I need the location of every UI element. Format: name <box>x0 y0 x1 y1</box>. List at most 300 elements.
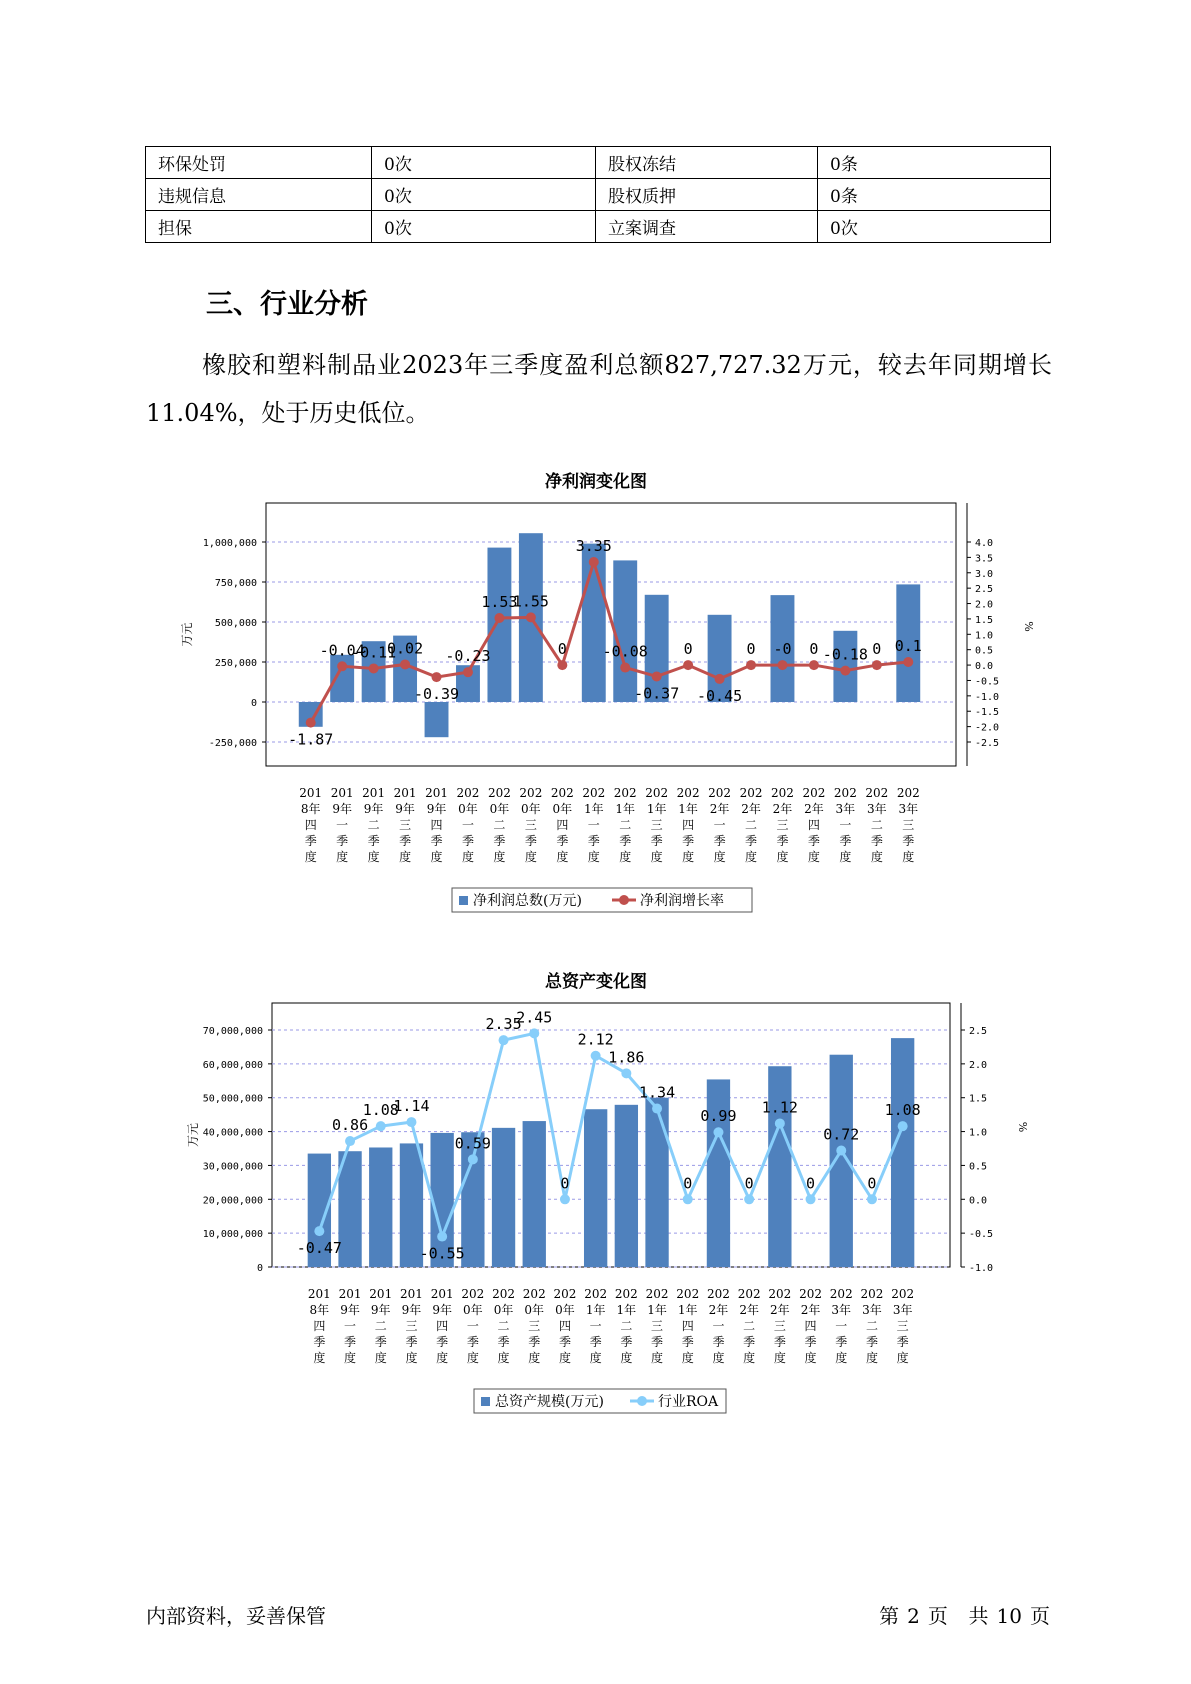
x-tick-label: 1年 <box>647 1303 667 1317</box>
y-tick-label: 250,000 <box>214 658 257 669</box>
x-tick-label: 度 <box>399 850 412 864</box>
table-row <box>146 211 1051 243</box>
x-tick-label: 度 <box>556 850 569 864</box>
line-point <box>337 661 347 671</box>
x-tick-label: 9年 <box>426 802 447 816</box>
x-tick-label: 202 <box>584 1287 608 1301</box>
data-label: 1.08 <box>362 1101 399 1120</box>
x-tick-label: 9年 <box>370 1303 391 1317</box>
data-label: -0.11 <box>351 643 397 662</box>
x-tick-label: 季 <box>497 1335 510 1349</box>
x-tick-label: 202 <box>613 786 637 800</box>
y2-tick-label: 1.0 <box>975 630 994 642</box>
legend-bar-swatch <box>481 1397 490 1406</box>
line-point <box>867 1194 877 1204</box>
data-label: 1.12 <box>761 1098 798 1117</box>
x-tick-label: 季 <box>804 1335 817 1349</box>
data-label: 3.35 <box>575 537 612 555</box>
x-tick-label: 季 <box>558 1335 571 1349</box>
line-point <box>683 1194 693 1204</box>
line-point <box>840 666 850 676</box>
data-label: 0 <box>557 640 567 659</box>
line-point <box>872 660 882 670</box>
x-tick-label: 202 <box>860 1287 884 1301</box>
x-tick-label: 1年 <box>677 1303 698 1317</box>
x-tick-label: 季 <box>344 1335 357 1349</box>
x-tick-label: 四 <box>804 1319 817 1333</box>
x-tick-label: 202 <box>768 1287 792 1301</box>
net-profit-chart-svg <box>0 455 1191 915</box>
x-tick-label: 季 <box>313 1335 326 1349</box>
data-label: 1.53 <box>481 593 518 611</box>
x-tick-label: 季 <box>896 1335 909 1349</box>
x-tick-label: 季 <box>304 834 317 848</box>
y2-tick-label: -1.5 <box>975 707 1000 719</box>
x-tick-label: 一 <box>344 1319 357 1333</box>
data-label: 0 <box>867 1174 877 1193</box>
line-point <box>898 1121 908 1131</box>
x-tick-label: 一 <box>587 818 600 832</box>
x-tick-label: 二 <box>620 1319 633 1333</box>
y2-tick-label: 1.0 <box>969 1127 988 1139</box>
x-tick-label: 季 <box>807 834 820 848</box>
data-label: 0.02 <box>387 639 424 658</box>
data-label: 2.12 <box>577 1030 614 1049</box>
x-tick-label: 季 <box>712 1335 725 1349</box>
x-tick-label: 一 <box>835 1319 848 1333</box>
line-point <box>400 659 410 669</box>
y-tick-label: 0 <box>250 698 257 709</box>
x-tick-label: 一 <box>839 818 852 832</box>
x-tick-label: 度 <box>745 850 758 864</box>
x-tick-label: 3年 <box>835 802 856 816</box>
table-cell: 立案调查 <box>596 211 818 243</box>
x-tick-label: 三 <box>524 818 537 832</box>
x-tick-label: 四 <box>430 818 443 832</box>
x-tick-label: 季 <box>743 1335 756 1349</box>
x-tick-label: 度 <box>374 1351 387 1365</box>
x-tick-label: 201 <box>430 1287 454 1301</box>
table-cell: 股权质押 <box>596 179 818 211</box>
y-axis-title: 万元 <box>180 622 194 647</box>
x-tick-label: 1年 <box>583 802 604 816</box>
x-tick-label: 季 <box>466 1335 479 1349</box>
data-label: 0.99 <box>700 1107 737 1126</box>
x-tick-label: 四 <box>556 818 569 832</box>
line-point <box>683 660 693 670</box>
data-label: -0.45 <box>696 686 743 705</box>
x-tick-label: 202 <box>708 786 732 800</box>
y2-tick-label: 0.5 <box>975 645 994 657</box>
x-tick-label: 9年 <box>363 802 384 816</box>
x-tick-label: 202 <box>706 1287 730 1301</box>
data-label: 1.08 <box>884 1101 921 1120</box>
data-label: 0 <box>809 640 819 659</box>
x-tick-label: 度 <box>619 850 632 864</box>
line-point <box>306 718 316 728</box>
x-tick-label: 季 <box>461 834 474 848</box>
x-tick-label: 202 <box>891 1287 915 1301</box>
x-tick-label: 度 <box>430 850 443 864</box>
x-tick-label: 季 <box>870 834 883 848</box>
data-label: 0 <box>560 1174 570 1193</box>
x-tick-label: 9年 <box>401 1303 422 1317</box>
y2-axis-title: % <box>1016 1121 1029 1133</box>
x-tick-label: 四 <box>681 1319 694 1333</box>
risk-info-table <box>145 146 1051 243</box>
x-tick-label: 度 <box>304 850 317 864</box>
x-tick-label: 一 <box>712 1319 725 1333</box>
total-prefix: 共 <box>968 1604 989 1628</box>
data-label: -0.18 <box>822 645 868 664</box>
line-point <box>713 1127 723 1137</box>
x-tick-label: 202 <box>645 1287 669 1301</box>
x-tick-label: 度 <box>870 850 883 864</box>
bar <box>492 1128 515 1267</box>
data-label: 0.1 <box>894 637 922 655</box>
y2-tick-label: 2.0 <box>969 1059 988 1071</box>
page-number: 2 <box>907 1604 920 1628</box>
data-label: -0.55 <box>419 1244 465 1263</box>
x-tick-label: 202 <box>645 786 669 800</box>
table-cell: 0次 <box>372 179 596 211</box>
x-tick-label: 度 <box>839 850 852 864</box>
y2-tick-label: -0.5 <box>975 676 1000 688</box>
x-tick-label: 季 <box>374 1335 387 1349</box>
x-tick-label: 0年 <box>458 802 478 816</box>
x-tick-label: 二 <box>374 1319 387 1333</box>
x-tick-label: 二 <box>870 818 883 832</box>
line-point <box>806 1194 816 1204</box>
line-point <box>652 1104 662 1114</box>
x-tick-label: 四 <box>304 818 317 832</box>
x-tick-label: 季 <box>587 834 600 848</box>
data-label: -0.39 <box>413 685 460 704</box>
x-tick-label: 度 <box>313 1351 326 1365</box>
x-tick-label: 度 <box>558 1351 571 1365</box>
x-tick-label: 季 <box>399 834 412 848</box>
total-assets-chart <box>0 955 1191 1415</box>
y2-tick-label: 2.5 <box>969 1026 988 1037</box>
table-cell: 环保处罚 <box>146 147 372 179</box>
line-point <box>591 1051 601 1061</box>
x-tick-label: 0年 <box>463 1303 483 1317</box>
x-tick-label: 202 <box>739 786 763 800</box>
x-tick-label: 季 <box>865 1335 878 1349</box>
x-tick-label: 202 <box>802 786 826 800</box>
bar <box>891 1038 914 1267</box>
line-point <box>432 672 442 682</box>
x-tick-label: 季 <box>682 834 695 848</box>
y-tick-label: 60,000,000 <box>202 1059 263 1071</box>
bar <box>584 1109 607 1267</box>
x-tick-label: 1年 <box>646 802 667 816</box>
x-tick-label: 度 <box>336 850 349 864</box>
data-label: 1.14 <box>393 1097 430 1116</box>
x-tick-label: 三 <box>776 818 789 832</box>
x-tick-label: 度 <box>650 850 663 864</box>
x-tick-label: 0年 <box>552 802 573 816</box>
y-tick-label: 500,000 <box>214 618 257 629</box>
x-tick-label: 季 <box>773 1335 786 1349</box>
x-tick-label: 3年 <box>831 1303 852 1317</box>
x-tick-label: 度 <box>497 1351 510 1365</box>
x-tick-label: 度 <box>743 1351 756 1365</box>
x-tick-label: 季 <box>405 1335 418 1349</box>
x-tick-label: 度 <box>835 1351 848 1365</box>
x-tick-label: 二 <box>743 1319 756 1333</box>
x-tick-label: 度 <box>589 1351 602 1365</box>
x-tick-label: 度 <box>436 1351 449 1365</box>
y2-tick-label: -2.5 <box>975 738 1000 749</box>
x-tick-label: 季 <box>713 834 726 848</box>
table-cell: 违规信息 <box>146 179 372 211</box>
y2-tick-label: 1.5 <box>969 1093 988 1105</box>
x-tick-label: 度 <box>524 850 537 864</box>
bar <box>369 1147 392 1267</box>
x-tick-label: 度 <box>713 850 726 864</box>
x-tick-label: 四 <box>558 1319 571 1333</box>
footer-confidential-note: 内部资料，妥善保管 <box>146 1604 326 1628</box>
y-tick-label: 70,000,000 <box>202 1026 263 1037</box>
table-row <box>146 147 1051 179</box>
x-tick-label: 202 <box>456 786 480 800</box>
x-tick-label: 三 <box>650 818 663 832</box>
y2-tick-label: 0.5 <box>969 1161 988 1173</box>
x-tick-label: 202 <box>896 786 920 800</box>
y2-tick-label: -1.0 <box>975 691 1000 703</box>
bar <box>523 1121 546 1267</box>
x-tick-label: 202 <box>865 786 889 800</box>
x-tick-label: 2年 <box>739 1303 759 1317</box>
x-tick-label: 度 <box>466 1351 479 1365</box>
y-tick-label: 10,000,000 <box>202 1229 263 1241</box>
line-point <box>526 612 536 622</box>
line-point <box>529 1028 539 1038</box>
data-label: -0.04 <box>319 641 365 660</box>
y-tick-label: 50,000,000 <box>202 1093 263 1105</box>
x-tick-label: 度 <box>587 850 600 864</box>
data-label: 0.86 <box>331 1116 369 1135</box>
x-tick-label: 202 <box>676 1287 700 1301</box>
x-tick-label: 季 <box>493 834 506 848</box>
x-tick-label: 二 <box>745 818 758 832</box>
bar <box>425 702 449 737</box>
x-tick-label: 度 <box>776 850 789 864</box>
x-tick-label: 度 <box>493 850 506 864</box>
y2-tick-label: 4.0 <box>975 538 994 549</box>
line-point <box>621 1068 631 1078</box>
x-tick-label: 二 <box>865 1319 878 1333</box>
x-tick-label: 二 <box>493 818 506 832</box>
x-tick-label: 201 <box>362 786 386 800</box>
x-tick-label: 季 <box>776 834 789 848</box>
legend-line-label: 行业ROA <box>658 1394 719 1410</box>
y2-tick-label: 2.5 <box>975 584 994 596</box>
data-label: 0 <box>746 640 756 659</box>
data-label: -0.37 <box>634 684 680 703</box>
data-label: -0.23 <box>445 647 491 666</box>
data-label: 1.34 <box>638 1083 676 1102</box>
x-tick-label: 202 <box>553 1287 577 1301</box>
x-tick-label: 2年 <box>804 802 824 816</box>
x-tick-label: 四 <box>682 818 695 832</box>
x-tick-label: 2年 <box>709 802 730 816</box>
x-tick-label: 度 <box>367 850 380 864</box>
x-tick-label: 度 <box>528 1351 541 1365</box>
bar <box>613 560 637 702</box>
table-cell: 股权冻结 <box>596 147 818 179</box>
x-tick-label: 季 <box>556 834 569 848</box>
x-tick-label: 度 <box>773 1351 786 1365</box>
line-point <box>499 1035 509 1045</box>
line-point <box>369 663 379 673</box>
x-tick-label: 1年 <box>615 802 636 816</box>
x-tick-label: 3年 <box>862 1303 882 1317</box>
table-cell: 0次 <box>372 147 596 179</box>
line-point <box>376 1121 386 1131</box>
x-tick-label: 一 <box>336 818 349 832</box>
line-point <box>557 660 567 670</box>
y-axis-title: 万元 <box>186 1122 200 1148</box>
x-tick-label: 1年 <box>585 1303 606 1317</box>
y2-tick-label: -2.0 <box>975 722 1000 734</box>
x-tick-label: 季 <box>336 834 349 848</box>
line-point <box>744 1194 754 1204</box>
y2-tick-label: 0.0 <box>975 661 994 673</box>
x-tick-label: 202 <box>829 1287 853 1301</box>
x-tick-label: 3年 <box>898 802 919 816</box>
x-tick-label: 度 <box>682 850 695 864</box>
x-tick-label: 202 <box>550 786 574 800</box>
legend-line-marker <box>619 895 629 905</box>
x-tick-label: 季 <box>524 834 537 848</box>
x-tick-label: 季 <box>681 1335 694 1349</box>
x-tick-label: 四 <box>807 818 820 832</box>
x-tick-label: 三 <box>896 1319 909 1333</box>
y-tick-label: 0 <box>256 1263 263 1274</box>
x-tick-label: 三 <box>399 818 412 832</box>
x-tick-label: 202 <box>522 1287 546 1301</box>
legend-line-marker <box>637 1396 647 1406</box>
y2-tick-label: 3.5 <box>975 553 994 565</box>
x-tick-label: 0年 <box>493 1303 514 1317</box>
x-tick-label: 度 <box>651 1351 664 1365</box>
x-tick-label: 度 <box>620 1351 633 1365</box>
x-tick-label: 202 <box>771 786 794 800</box>
data-label: 0 <box>872 640 882 659</box>
y-tick-label: 30,000,000 <box>202 1161 263 1173</box>
x-tick-label: 202 <box>737 1287 761 1301</box>
y2-axis-title: % <box>1022 621 1035 632</box>
x-tick-label: 0年 <box>489 802 510 816</box>
x-tick-label: 度 <box>461 850 474 864</box>
x-tick-label: 季 <box>745 834 758 848</box>
x-tick-label: 度 <box>807 850 820 864</box>
x-tick-label: 三 <box>651 1319 664 1333</box>
line-point <box>777 660 787 670</box>
x-tick-label: 201 <box>338 1287 362 1301</box>
line-point <box>406 1117 416 1127</box>
x-tick-label: 0年 <box>521 802 541 816</box>
legend-line-label: 净利润增长率 <box>640 893 724 909</box>
x-tick-label: 201 <box>307 1287 331 1301</box>
x-tick-label: 201 <box>393 786 417 800</box>
table-cell: 0条 <box>818 179 1051 211</box>
x-tick-label: 三 <box>902 818 915 832</box>
data-label: -1.87 <box>288 730 334 749</box>
x-tick-label: 2年 <box>770 1303 790 1317</box>
x-tick-label: 0年 <box>555 1303 575 1317</box>
line-point <box>468 1154 478 1164</box>
x-tick-label: 202 <box>676 786 700 800</box>
data-label: 0 <box>744 1174 754 1193</box>
legend-bar-swatch <box>459 896 468 905</box>
data-label: 0.59 <box>454 1134 491 1153</box>
x-tick-label: 度 <box>712 1351 725 1365</box>
line-point <box>437 1232 447 1242</box>
y2-tick-label: 1.5 <box>975 614 994 626</box>
x-tick-label: 一 <box>461 818 474 832</box>
line-point <box>652 671 662 681</box>
line-point <box>836 1146 846 1156</box>
x-tick-label: 一 <box>589 1319 602 1333</box>
table-row <box>146 179 1051 211</box>
x-tick-label: 202 <box>519 786 543 800</box>
table-cell: 担保 <box>146 211 372 243</box>
page-suffix: 页 <box>927 1604 948 1628</box>
y2-tick-label: 2.0 <box>975 599 994 611</box>
line-point <box>620 663 630 673</box>
table-cell: 0次 <box>818 211 1051 243</box>
x-tick-label: 度 <box>902 850 915 864</box>
intro-paragraph: 橡胶和塑料制品业2023年三季度盈利总额827,727.32万元，较去年同期增长11.04%，处于历史低位。 <box>146 351 1052 427</box>
x-tick-label: 0年 <box>524 1303 545 1317</box>
x-tick-label: 201 <box>369 1287 393 1301</box>
x-tick-label: 202 <box>492 1287 516 1301</box>
y-tick-label: 20,000,000 <box>202 1195 263 1207</box>
x-tick-label: 202 <box>461 1287 485 1301</box>
x-tick-label: 9年 <box>432 1303 452 1317</box>
bar <box>615 1105 638 1267</box>
x-tick-label: 度 <box>804 1351 817 1365</box>
data-label: 1.55 <box>512 592 549 611</box>
x-tick-label: 季 <box>839 834 852 848</box>
bar <box>582 544 606 702</box>
x-tick-label: 202 <box>614 1287 638 1301</box>
x-tick-label: 季 <box>835 1335 848 1349</box>
line-point <box>903 657 913 667</box>
data-label: -0 <box>773 640 792 659</box>
x-tick-label: 二 <box>367 818 380 832</box>
bar <box>645 1098 668 1267</box>
x-tick-label: 度 <box>405 1351 418 1365</box>
x-tick-label: 三 <box>773 1319 786 1333</box>
line-point <box>560 1194 570 1204</box>
data-label: 0.72 <box>823 1125 860 1144</box>
data-label: 0 <box>806 1174 816 1193</box>
line-point <box>463 667 473 677</box>
x-tick-label: 9年 <box>340 1303 360 1317</box>
x-tick-label: 季 <box>367 834 380 848</box>
x-tick-label: 度 <box>865 1351 878 1365</box>
bar <box>487 548 511 702</box>
x-tick-label: 三 <box>405 1319 418 1333</box>
x-tick-label: 季 <box>902 834 915 848</box>
x-tick-label: 季 <box>650 834 663 848</box>
y2-tick-label: 3.0 <box>975 568 994 580</box>
x-tick-label: 2年 <box>741 802 761 816</box>
